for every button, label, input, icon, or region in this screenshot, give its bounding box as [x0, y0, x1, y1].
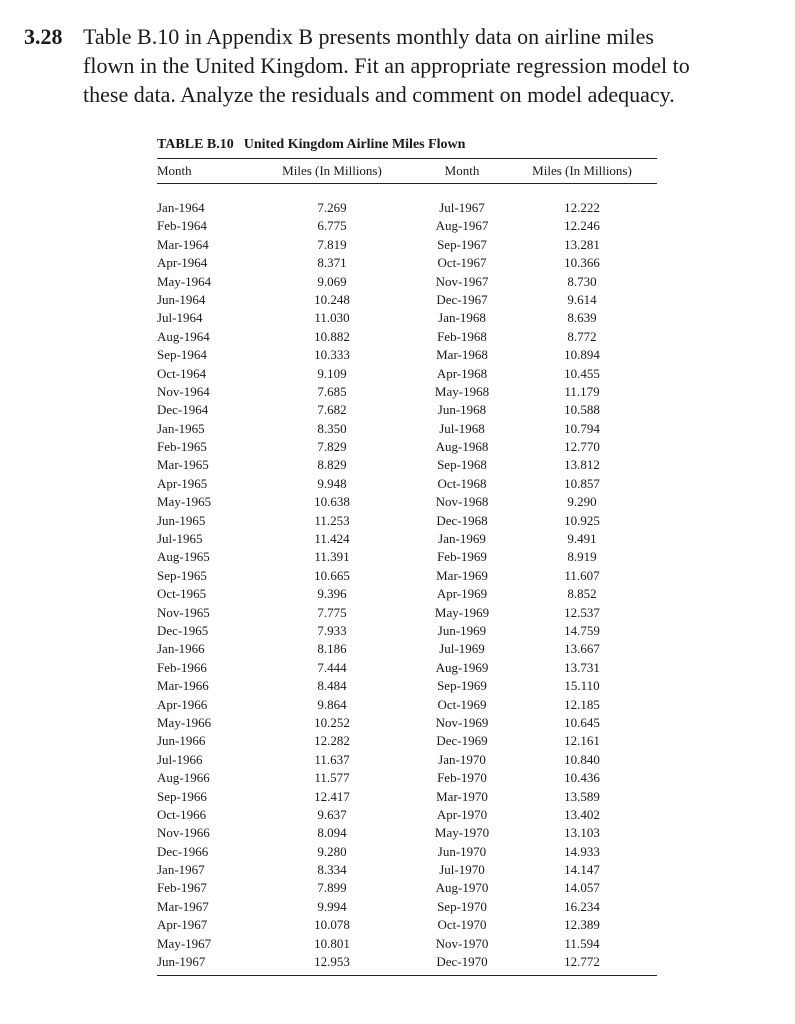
cell-month-1: Feb-1964	[157, 218, 207, 234]
cell-miles-1: 9.109	[317, 365, 347, 381]
cell-month-1: Dec-1965	[157, 622, 209, 638]
table-row	[157, 916, 657, 934]
cell-miles-2: 12.389	[564, 917, 600, 933]
cell-month-1: Nov-1965	[157, 604, 210, 620]
cell-month-1: Jun-1967	[157, 954, 206, 970]
cell-month-1: Jun-1965	[157, 512, 206, 528]
table-row	[157, 567, 657, 585]
table-body	[157, 199, 657, 971]
cell-month-2: Oct-1968	[437, 475, 487, 491]
cell-miles-1: 11.391	[314, 549, 350, 565]
cell-month-1: May-1966	[157, 714, 212, 730]
table-row	[157, 309, 657, 327]
cell-month-2: May-1968	[434, 383, 490, 399]
cell-month-1: Jul-1966	[157, 751, 203, 767]
cell-miles-1: 8.186	[317, 641, 347, 657]
cell-miles-2: 13.281	[564, 236, 600, 252]
cell-miles-1: 8.484	[317, 678, 347, 694]
cell-miles-2: 12.161	[564, 733, 600, 749]
cell-miles-1: 6.775	[317, 218, 347, 234]
cell-miles-2: 13.667	[564, 641, 600, 657]
data-table	[157, 135, 657, 976]
cell-miles-2: 8.730	[567, 273, 597, 289]
cell-miles-2: 14.057	[564, 880, 600, 896]
cell-month-1: Mar-1966	[157, 678, 209, 694]
cell-month-2: Jan-1969	[438, 531, 486, 547]
cell-miles-1: 12.417	[314, 788, 350, 804]
cell-month-1: Aug-1964	[157, 328, 210, 344]
cell-month-1: Feb-1966	[157, 659, 207, 675]
cell-month-2: May-1970	[434, 825, 490, 841]
cell-month-2: Feb-1968	[437, 328, 487, 344]
problem-number: 3.28	[24, 24, 63, 49]
header-month-2: Month	[444, 163, 480, 178]
cell-month-1: Jun-1966	[157, 733, 206, 749]
cell-month-1: Apr-1965	[157, 475, 208, 491]
cell-miles-2: 10.366	[564, 255, 600, 271]
cell-miles-1: 11.030	[314, 310, 350, 326]
cell-miles-1: 10.248	[314, 291, 350, 307]
cell-month-2: Apr-1968	[436, 365, 488, 381]
cell-miles-2: 8.639	[567, 310, 597, 326]
table-row	[157, 475, 657, 493]
cell-miles-2: 12.537	[564, 604, 600, 620]
cell-miles-2: 13.589	[564, 788, 600, 804]
cell-month-1: Mar-1964	[157, 236, 209, 252]
cell-month-1: Nov-1966	[157, 825, 210, 841]
cell-miles-2: 13.812	[564, 457, 600, 473]
cell-miles-2: 10.794	[564, 420, 600, 436]
cell-miles-1: 9.948	[317, 475, 347, 491]
cell-miles-1: 7.819	[317, 236, 347, 252]
cell-month-2: Oct-1967	[437, 255, 487, 271]
cell-miles-1: 7.829	[317, 439, 347, 455]
table-row	[157, 732, 657, 750]
table-row	[157, 548, 657, 566]
table-row	[157, 806, 657, 824]
cell-month-1: Jan-1965	[157, 420, 205, 436]
cell-miles-1: 10.252	[314, 714, 350, 730]
cell-miles-1: 7.775	[317, 604, 347, 620]
cell-month-2: Aug-1968	[435, 439, 489, 455]
table-row	[157, 273, 657, 291]
problem-text: Table B.10 in Appendix B presents monthly data on airline miles flown in the United Kingdom. Fit an appropriate regression model to these data. Analyze the residuals and comment on model adequacy.	[83, 24, 690, 107]
cell-month-2: Nov-1967	[435, 273, 489, 289]
cell-miles-2: 8.852	[567, 586, 597, 602]
cell-miles-2: 13.731	[564, 659, 600, 675]
cell-miles-2: 11.607	[564, 567, 600, 583]
cell-month-2: Nov-1969	[435, 714, 489, 730]
table-row	[157, 217, 657, 235]
cell-month-1: Nov-1964	[157, 383, 210, 399]
cell-miles-1: 7.682	[317, 402, 347, 418]
cell-month-2: Jun-1970	[437, 843, 487, 859]
cell-month-1: Aug-1966	[157, 770, 210, 786]
cell-month-1: Sep-1964	[157, 347, 207, 363]
cell-miles-1: 9.637	[317, 806, 347, 822]
header-miles-2: Miles (In Millions)	[532, 163, 632, 178]
cell-miles-1: 11.253	[314, 512, 350, 528]
cell-miles-2: 9.290	[567, 494, 597, 510]
cell-miles-1: 10.801	[314, 935, 350, 951]
cell-miles-2: 10.588	[564, 402, 600, 418]
cell-miles-2: 11.594	[564, 935, 600, 951]
table-row	[157, 438, 657, 456]
cell-month-2: Mar-1970	[436, 788, 488, 804]
cell-month-2: Jul-1970	[439, 862, 485, 878]
table-row	[157, 640, 657, 658]
cell-miles-2: 12.222	[564, 200, 600, 215]
cell-miles-1: 7.269	[317, 200, 347, 215]
cell-miles-1: 9.864	[317, 696, 347, 712]
cell-month-2: Mar-1968	[436, 347, 488, 363]
cell-miles-1: 12.953	[314, 954, 350, 970]
cell-miles-1: 9.396	[317, 586, 347, 602]
cell-month-2: Sep-1969	[437, 678, 487, 694]
cell-miles-2: 10.894	[564, 347, 600, 363]
table-row	[157, 512, 657, 530]
table-row	[157, 879, 657, 897]
cell-month-1: Oct-1966	[157, 806, 207, 822]
problem-statement	[24, 22, 764, 109]
cell-month-2: Nov-1970	[435, 935, 489, 951]
table-label: TABLE B.10	[157, 137, 234, 152]
cell-month-2: Dec-1968	[436, 512, 488, 528]
cell-month-2: Jan-1970	[438, 751, 486, 767]
cell-month-1: Feb-1967	[157, 880, 207, 896]
cell-month-1: Apr-1966	[157, 696, 208, 712]
cell-miles-2: 16.234	[564, 898, 600, 914]
cell-month-2: Aug-1970	[435, 880, 489, 896]
cell-month-2: Sep-1967	[437, 236, 487, 252]
cell-month-2: Jul-1967	[439, 200, 485, 215]
cell-miles-1: 11.637	[314, 751, 350, 767]
cell-miles-2: 12.772	[564, 954, 600, 970]
cell-month-1: May-1965	[157, 494, 212, 510]
cell-miles-2: 15.110	[564, 678, 600, 694]
cell-month-2: Sep-1968	[437, 457, 487, 473]
table-row	[157, 714, 657, 732]
table-row	[157, 843, 657, 861]
cell-month-2: Nov-1968	[435, 494, 489, 510]
cell-miles-2: 11.179	[564, 383, 600, 399]
table-row	[157, 861, 657, 879]
cell-month-2: Mar-1969	[436, 567, 488, 583]
table-row	[157, 659, 657, 677]
table-row	[157, 788, 657, 806]
cell-month-1: Dec-1964	[157, 402, 209, 418]
cell-month-2: Oct-1970	[437, 917, 487, 933]
cell-month-1: Apr-1967	[157, 917, 208, 933]
cell-month-1: Jun-1964	[157, 291, 206, 307]
table-row	[157, 585, 657, 603]
cell-miles-1: 10.665	[314, 567, 350, 583]
table-row	[157, 401, 657, 419]
cell-miles-2: 8.919	[567, 549, 597, 565]
table-row	[157, 236, 657, 254]
table-title: United Kingdom Airline Miles Flown	[243, 137, 466, 152]
table-row	[157, 953, 657, 971]
cell-month-2: Oct-1969	[437, 696, 487, 712]
table-row	[157, 898, 657, 916]
cell-month-2: Jan-1968	[438, 310, 486, 326]
cell-miles-1: 7.933	[317, 622, 347, 638]
cell-month-1: Jan-1967	[157, 862, 205, 878]
cell-month-2: May-1969	[434, 604, 490, 620]
table-header-row	[157, 159, 657, 183]
cell-miles-2: 13.103	[564, 825, 600, 841]
cell-month-2: Jul-1968	[439, 420, 485, 436]
table-row	[157, 622, 657, 640]
table-row	[157, 346, 657, 364]
cell-month-2: Jul-1969	[439, 641, 485, 657]
header-miles-1: Miles (In Millions)	[282, 163, 382, 178]
cell-month-2: Apr-1970	[436, 806, 488, 822]
cell-month-1: Jul-1965	[157, 531, 203, 547]
cell-month-1: Jan-1966	[157, 641, 205, 657]
cell-miles-1: 10.333	[314, 347, 350, 363]
cell-miles-1: 8.829	[317, 457, 347, 473]
table-row	[157, 365, 657, 383]
cell-miles-1: 9.280	[317, 843, 347, 859]
cell-miles-2: 12.185	[564, 696, 600, 712]
cell-miles-2: 10.645	[564, 714, 600, 730]
cell-month-1: Oct-1964	[157, 365, 207, 381]
cell-miles-2: 10.840	[564, 751, 600, 767]
cell-miles-2: 14.759	[564, 622, 600, 638]
table-caption	[157, 135, 657, 158]
cell-miles-2: 9.614	[567, 291, 597, 307]
cell-month-1: Aug-1965	[157, 549, 210, 565]
cell-month-2: Apr-1969	[436, 586, 488, 602]
cell-miles-2: 10.455	[564, 365, 600, 381]
table-row	[157, 493, 657, 511]
table-row	[157, 604, 657, 622]
cell-month-1: Jul-1964	[157, 310, 203, 326]
cell-miles-2: 10.857	[564, 475, 600, 491]
cell-miles-1: 10.078	[314, 917, 350, 933]
cell-month-2: Jun-1968	[437, 402, 487, 418]
cell-miles-1: 7.444	[317, 659, 347, 675]
cell-month-1: Mar-1965	[157, 457, 209, 473]
cell-miles-2: 12.246	[564, 218, 600, 234]
table-row	[157, 935, 657, 953]
cell-miles-2: 9.491	[567, 531, 597, 547]
cell-month-1: May-1964	[157, 273, 212, 289]
table-row	[157, 824, 657, 842]
cell-month-1: Jan-1964	[157, 200, 205, 215]
cell-miles-1: 8.334	[317, 862, 347, 878]
cell-month-1: May-1967	[157, 935, 212, 951]
cell-miles-1: 9.069	[317, 273, 347, 289]
cell-month-1: Apr-1964	[157, 255, 208, 271]
cell-miles-1: 11.424	[314, 531, 350, 547]
cell-miles-2: 8.772	[567, 328, 597, 344]
cell-month-1: Dec-1966	[157, 843, 209, 859]
cell-month-1: Mar-1967	[157, 898, 209, 914]
cell-miles-2: 14.933	[564, 843, 600, 859]
cell-miles-1: 8.350	[317, 420, 347, 436]
table-row	[157, 530, 657, 548]
table-row	[157, 696, 657, 714]
cell-month-2: Aug-1969	[435, 659, 489, 675]
cell-month-2: Feb-1969	[437, 549, 487, 565]
cell-miles-2: 12.770	[564, 439, 600, 455]
cell-month-2: Jun-1969	[437, 622, 487, 638]
cell-month-2: Dec-1970	[436, 954, 488, 970]
cell-month-1: Oct-1965	[157, 586, 207, 602]
cell-miles-2: 10.436	[564, 770, 600, 786]
table-row	[157, 751, 657, 769]
cell-month-2: Dec-1969	[436, 733, 488, 749]
cell-miles-1: 10.638	[314, 494, 350, 510]
cell-miles-1: 11.577	[314, 770, 350, 786]
cell-month-2: Dec-1967	[436, 291, 488, 307]
cell-miles-1: 12.282	[314, 733, 350, 749]
table-row	[157, 199, 657, 217]
cell-miles-1: 7.899	[317, 880, 347, 896]
table-row	[157, 254, 657, 272]
table-row	[157, 291, 657, 309]
table-bottom-rule	[157, 975, 657, 976]
cell-month-2: Feb-1970	[437, 770, 487, 786]
cell-month-1: Sep-1966	[157, 788, 207, 804]
cell-miles-1: 7.685	[317, 383, 347, 399]
cell-month-1: Sep-1965	[157, 567, 207, 583]
cell-month-2: Aug-1967	[435, 218, 489, 234]
cell-miles-2: 10.925	[564, 512, 600, 528]
cell-miles-1: 9.994	[317, 898, 347, 914]
table-row	[157, 677, 657, 695]
cell-month-1: Feb-1965	[157, 439, 207, 455]
table-row	[157, 456, 657, 474]
header-month-1: Month	[157, 163, 192, 178]
cell-miles-2: 14.147	[564, 862, 600, 878]
cell-miles-2: 13.402	[564, 806, 600, 822]
cell-miles-1: 8.371	[317, 255, 347, 271]
table-row	[157, 328, 657, 346]
table-row	[157, 420, 657, 438]
cell-month-2: Sep-1970	[437, 898, 487, 914]
table-row	[157, 383, 657, 401]
cell-miles-1: 10.882	[314, 328, 350, 344]
table-row	[157, 769, 657, 787]
cell-miles-1: 8.094	[317, 825, 347, 841]
